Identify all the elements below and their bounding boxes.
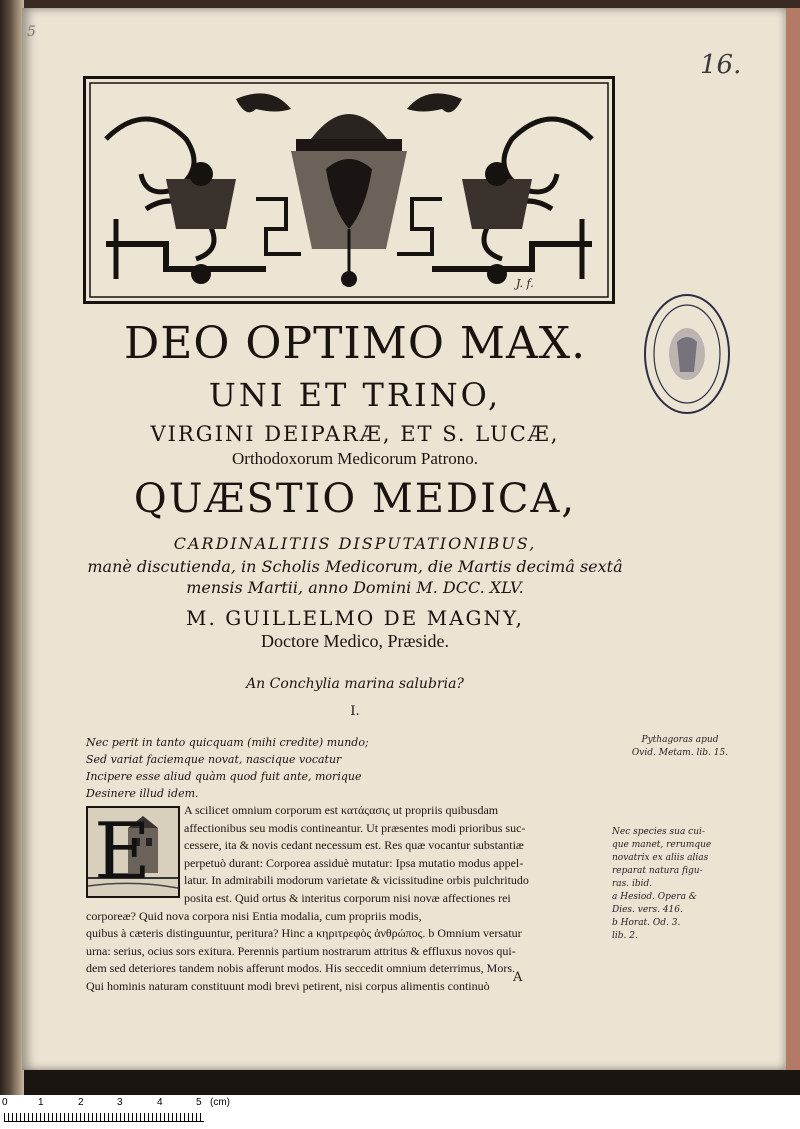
paragraph-line: perpetuò durant: Corporea assiduè mutatur: Ipsa mutatio modus appel- <box>184 855 524 870</box>
paragraph-line: corporeæ? Quid nova corpora nisi Entia modalia, cum propriis modis, <box>86 908 422 923</box>
paragraph-line: dem sed deteriores tandem nobis afferunt modos. His seccedit omnium deterrimus, Mors. <box>86 961 516 976</box>
verse-line: Nec perit in tanto quicquam (mihi credite) mundo; <box>86 736 369 749</box>
question-heading: An Conchylia marina salubria? <box>246 676 464 692</box>
paragraph-line: latur. In admirabili modorum varietate & vicissitudine orbis pulchritudo <box>184 873 529 888</box>
paragraph-line: posita est. Quid ortus & interitus corporum nisi novæ affectiones rei <box>184 890 511 905</box>
note-line: Dies. vers. 416. <box>612 905 683 915</box>
paragraph-line: Qui hominis naturam constituunt modi brevi petirent, nisi corpus alimentis continuò <box>86 978 490 993</box>
note-line: b Horat. Od. 3. <box>612 918 681 928</box>
vignette-signature: J. f. <box>516 277 534 290</box>
page-number: 16. <box>700 50 742 80</box>
note-line: Ovid. Metam. lib. 15. <box>631 748 729 758</box>
verse-line: Incipere esse aliud quàm quod fuit ante, morique <box>86 770 362 783</box>
scale-tick-label: 2 <box>78 1097 84 1108</box>
verse-line: Desinere illud idem. <box>86 787 199 800</box>
section-number: I. <box>350 704 360 719</box>
scale-tick-label: 4 <box>157 1097 163 1108</box>
title-line-2: UNI ET TRINO, <box>208 376 502 414</box>
paragraph-line: urna: serius, ocius sors exitura. Perennis partium nostrarum attritus & effluxus novos qui- <box>86 943 516 958</box>
book-binding <box>0 0 24 1095</box>
scale-tick-label: 0 <box>2 1097 8 1108</box>
scale-tick-label: 1 <box>38 1097 44 1108</box>
scale-ruler <box>4 1113 204 1122</box>
ornamental-vignette <box>83 76 615 304</box>
note-line: lib. 2. <box>612 931 638 941</box>
note-line: a Hesiod. Opera & <box>612 892 697 902</box>
paragraph-line: A scilicet omnium corporum est κατάςασις ut propriis quibusdam <box>184 803 499 817</box>
paragraph-line: cessere, ita & novis cedant necessum est. Res quæ vocantur substantiæ <box>184 838 524 853</box>
note-line: novatrix ex aliis alias <box>612 853 709 863</box>
corner-mark: 5 <box>27 24 36 40</box>
body-paragraph <box>86 802 606 996</box>
vignette-ornament-icon <box>86 79 612 301</box>
scale-tick-label: 5 <box>196 1097 202 1108</box>
note-line: ras. ibid. <box>612 879 653 889</box>
note-line: reparat natura figu- <box>612 866 703 876</box>
title-line-5: QUÆSTIO MEDICA, <box>133 476 577 522</box>
title-line-10: Doctore Medico, Præside. <box>261 631 449 651</box>
verse-line: Sed variat faciemque novat, nascique vocatur <box>86 753 342 766</box>
paragraph-line: quibus à cæteris distinguuntur, peritura? Hinc a κηριτρεφὸς ἀνθρώπος. b Omnium versatur <box>86 926 522 941</box>
title-line-9: M. GUILLELMO DE MAGNY, <box>186 606 524 630</box>
paragraph-line: affectionibus seu modis contineantur. Ut præsentes modi prioribus suc- <box>184 820 526 835</box>
title-line-1: DEO OPTIMO MAX. <box>123 318 587 369</box>
dropcap-letter: E <box>94 807 151 897</box>
marginal-note-2 <box>612 826 738 943</box>
scale-unit: (cm) <box>210 1097 230 1108</box>
catchword: A <box>513 970 523 985</box>
marginal-note-1 <box>620 734 740 760</box>
measurement-scale <box>0 1095 800 1129</box>
note-line: Nec species sua cui- <box>612 827 705 837</box>
title-line-4: Orthodoxorum Medicorum Patrono. <box>232 449 478 468</box>
scale-tick-label: 3 <box>117 1097 123 1108</box>
title-line-7: manè discutienda, in Scholis Medicorum, die Martis decimâ sextâ <box>87 557 623 576</box>
title-line-3: VIRGINI DEIPARÆ, ET S. LUCÆ, <box>150 422 560 446</box>
page-edge-right <box>786 8 800 1070</box>
note-line: que manet, rerumque <box>612 840 712 850</box>
library-stamp-icon <box>642 292 732 416</box>
title-line-6: CARDINALITIIS DISPUTATIONIBUS, <box>173 534 537 553</box>
verse-block <box>86 734 369 802</box>
note-line: Pythagoras apud <box>641 735 719 745</box>
library-stamp <box>642 292 732 416</box>
scan-top-edge <box>0 0 800 8</box>
title-line-8: mensis Martii, anno Domini M. DCC. XLV. <box>186 578 524 597</box>
